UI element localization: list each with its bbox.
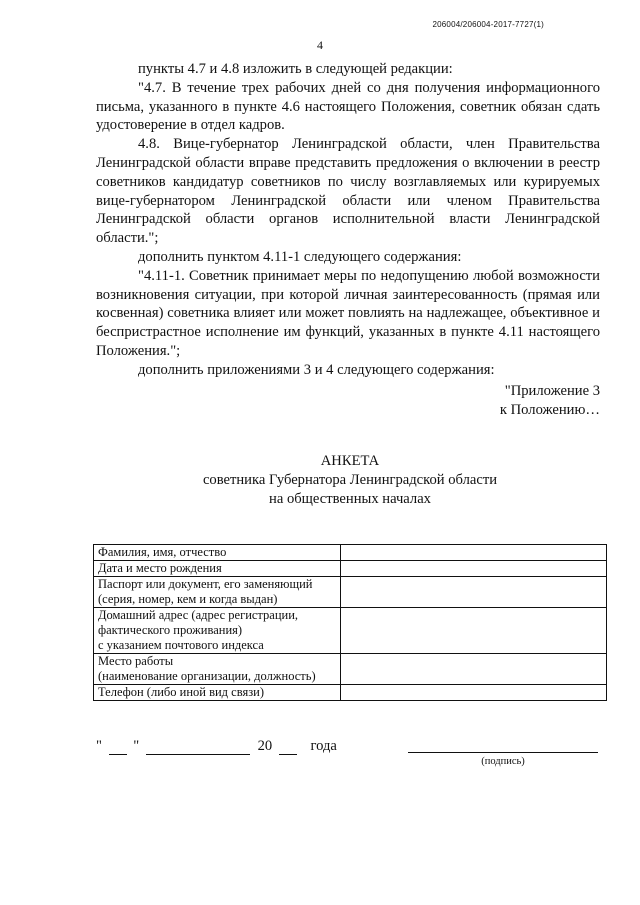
row-label: [94, 561, 341, 577]
appendix-line: к Положению…: [499, 401, 600, 418]
appendix-line: "Приложение 3: [504, 383, 600, 399]
table-row: [94, 561, 607, 577]
answer-field[interactable]: [341, 577, 607, 608]
paragraph: дополнить пунктом 4.11-1 следующего содержания:: [138, 248, 462, 265]
quote-open: ": [96, 738, 102, 754]
label-line: фактического проживания): [98, 623, 243, 637]
label-line: с указанием почтового индекса: [98, 638, 264, 652]
form-subtitle: на общественных началах: [269, 491, 431, 507]
row-label: [94, 545, 341, 561]
form-title: АНКЕТА: [320, 453, 380, 469]
answer-field[interactable]: [341, 654, 607, 685]
day-blank[interactable]: [109, 740, 127, 755]
paragraph: дополнить приложениями 3 и 4 следующего содержания:: [138, 361, 495, 378]
month-blank[interactable]: [146, 740, 250, 755]
form-subtitle: советника Губернатора Ленинградской области: [202, 472, 498, 488]
label-line: (серия, номер, кем и когда выдан): [98, 592, 278, 606]
paragraph: пункты 4.7 и 4.8 изложить в следующей редакции:: [138, 61, 453, 77]
label-line: Место работы: [98, 654, 174, 668]
form-title-block: [100, 452, 600, 509]
page-number: 4: [317, 38, 323, 52]
answer-field[interactable]: [341, 561, 607, 577]
paragraph: 4.8. Вице-губернатор Ленинградской области, член Правительства Ленинградской области вправе представить предложения о включении в реестр советников кандидатур советников по числу возглавляемых или курируемых вице-губернатором Ленинградской области или членом Правительства Ленинградской области органов исполнительной власти Ленинградской области.";: [96, 136, 600, 247]
label-line: Телефон (либо иной вид связи): [98, 685, 264, 699]
label-line: Дата и место рождения: [98, 561, 222, 575]
signature-line[interactable]: [408, 752, 598, 753]
row-label: [94, 685, 341, 701]
table-row: [94, 654, 607, 685]
row-label: [94, 654, 341, 685]
label-line: (наименование организации, должность): [98, 669, 316, 683]
body-text: [96, 60, 600, 380]
answer-field[interactable]: [341, 545, 607, 561]
year-blank[interactable]: [279, 740, 297, 755]
paragraph: "4.11-1. Советник принимает меры по недопущению любой возможности возникновения ситуации, при которой личная заинтересованность (прямая или косвенная) советника влияет или может повлиять на надлежащее, объективное и беспристрастное исполнение им функций, указанных в пункте 4.11 настоящего Положения.";: [96, 267, 600, 359]
table-row: [94, 608, 607, 654]
answer-field[interactable]: [341, 685, 607, 701]
row-label: [94, 608, 341, 654]
table-row: [94, 685, 607, 701]
date-line: [96, 738, 337, 755]
paragraph: "4.7. В течение трех рабочих дней со дня получения информационного письма, указанного в пункте 4.6 настоящего Положения, советник обязан сдать удостоверение в отдел кадров.: [96, 79, 600, 134]
appendix-heading: [440, 382, 600, 420]
row-label: [94, 577, 341, 608]
signature-caption: (подпись): [481, 756, 525, 767]
label-line: Домашний адрес (адрес регистрации,: [98, 608, 299, 622]
label-line: Фамилия, имя, отчество: [98, 545, 227, 559]
label-line: Паспорт или документ, его заменяющий: [98, 577, 313, 591]
table-row: [94, 545, 607, 561]
table-row: [94, 577, 607, 608]
quote-close: ": [133, 738, 140, 754]
year-suffix: года: [310, 738, 337, 754]
questionnaire-table: [93, 544, 607, 701]
year-prefix: 20: [257, 738, 273, 754]
signature-row: [96, 738, 600, 778]
document-id: 206004/206004-2017-7727(1): [432, 20, 544, 29]
answer-field[interactable]: [341, 608, 607, 654]
